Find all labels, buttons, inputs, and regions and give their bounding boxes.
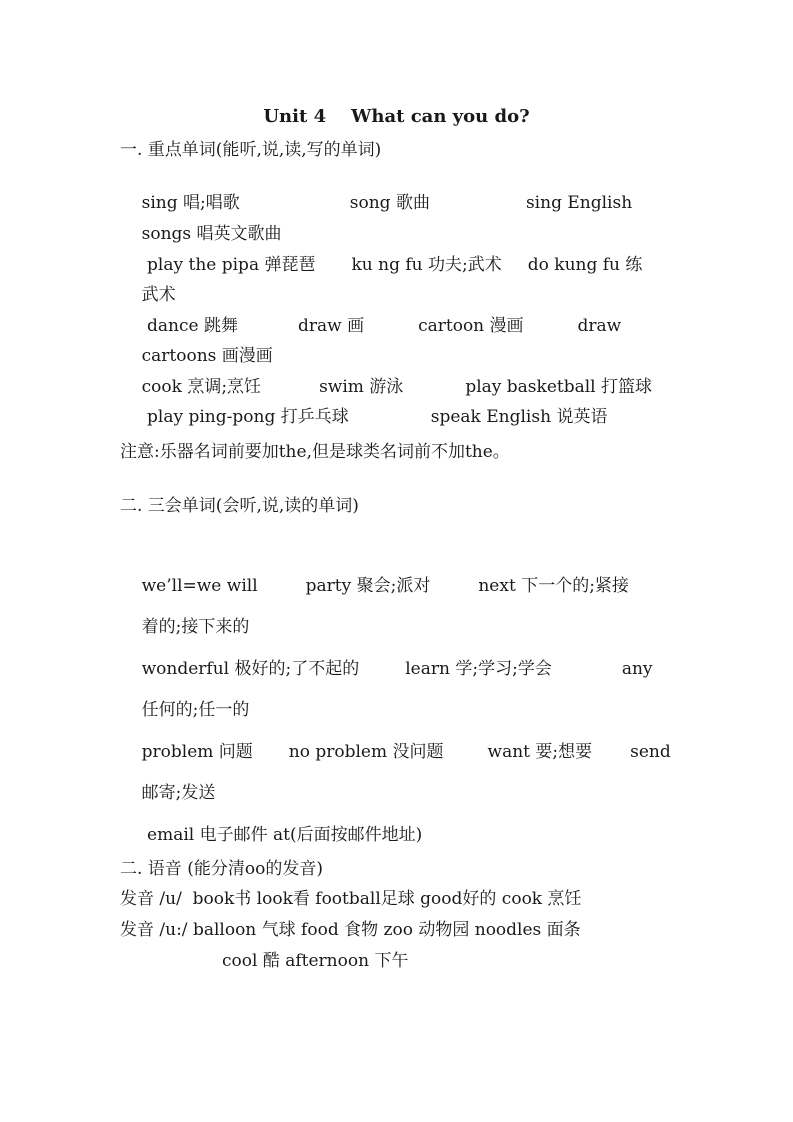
section3-heading: 二. 语音 (能分清oo的发音) (120, 859, 323, 879)
vocab-line (120, 232, 642, 298)
vocab-item: email 电子邮件 at(后面按邮件地址) (141, 825, 423, 845)
vocab-item: 任何的;任一的 (141, 700, 250, 720)
vocab-item: next 下一个的;紧接 (478, 576, 629, 596)
vocab-item: no problem 没问题 (288, 742, 444, 762)
vocab-item: songs 唱英文歌曲 (141, 224, 282, 244)
vocab-item: do kung fu 练 (527, 255, 643, 275)
vocab-item: wonderful 极好的;了不起的 (141, 659, 360, 679)
vocab-item: cook 烹调;烹饪 (141, 377, 262, 397)
phonics-line: cool 酷 afternoon 下午 (222, 951, 409, 971)
vocab-item: any (621, 659, 653, 679)
vocab-item: swim 游泳 (319, 377, 404, 397)
vocab-item: 武术 (141, 285, 176, 305)
vocab-item: dance 跳舞 (141, 316, 238, 336)
phonics-line: 发音 /u:/ balloon 气球 food 食物 zoo 动物园 noodles 面条 (120, 920, 581, 940)
vocab-item: speak English 说英语 (430, 407, 608, 427)
vocab-item: draw (577, 316, 622, 336)
vocab-item: we’ll=we will (141, 576, 258, 596)
vocab-item: want 要;想要 (487, 742, 593, 762)
vocab-item: sing English (525, 193, 633, 213)
vocab-item: song 歌曲 (349, 193, 430, 213)
vocab-item: ku ng fu 功夫;武术 (351, 255, 502, 275)
vocab-item: problem 问题 (141, 742, 253, 762)
unit-title: Unit 4 What can you do? (263, 106, 530, 127)
section1-heading: 一. 重点单词(能听,说,读,写的单词) (120, 140, 382, 160)
vocab-item: draw 画 (297, 316, 365, 336)
vocab-item: cartoons 画漫画 (141, 346, 273, 366)
vocab-item: 邮寄;发送 (141, 783, 216, 803)
vocab-item: play basketball 打篮球 (465, 377, 653, 397)
vocab-item: cartoon 漫画 (418, 316, 524, 336)
section2-heading: 二. 三会单词(会听,说,读的单词) (120, 496, 359, 516)
vocab-item: sing 唱;唱歌 (141, 193, 240, 213)
vocab-item: play the pipa 弹琵琶 (141, 255, 316, 275)
vocab-item: learn 学;学习;学会 (405, 659, 552, 679)
vocab-item: play ping-pong 打乒乓球 (141, 407, 349, 427)
note-text: 注意:乐器名词前要加the,但是球类名词前不加the。 (120, 442, 510, 462)
phonics-line: 发音 /u/ book书 look看 football足球 good好的 cook 烹饪 (120, 889, 582, 909)
vocab-item: 着的;接下来的 (141, 617, 250, 637)
vocab-item: party 聚会;派对 (305, 576, 431, 596)
vocab-item: send (630, 742, 671, 762)
